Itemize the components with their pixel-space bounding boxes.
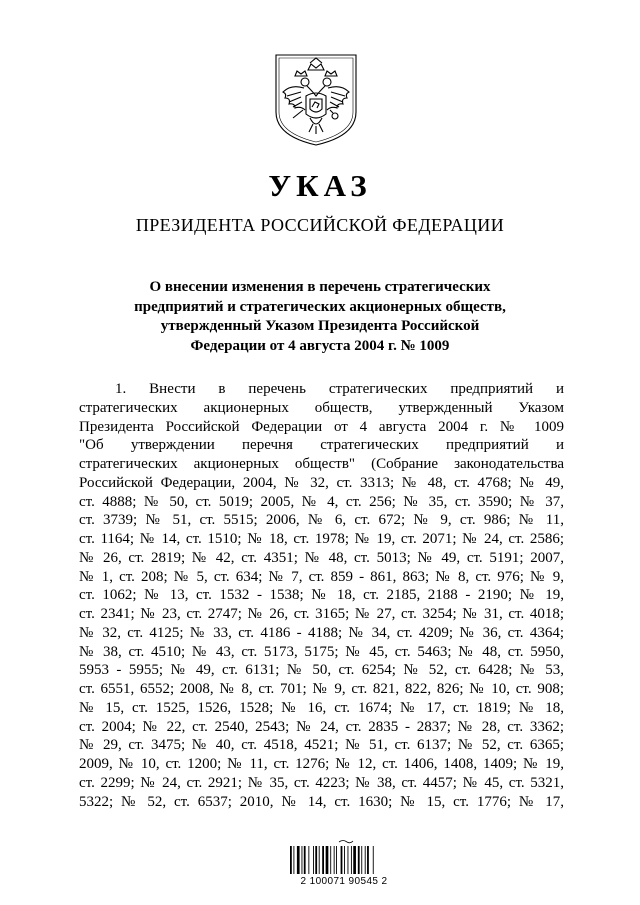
barcode-bar [334,846,335,874]
barcode-bar [361,846,362,874]
body-line: ст. 2004; № 22, ст. 2540, 2543; № 24, ст. 2835 - 2837; № 28, ст. 3362; [79,718,564,735]
barcode-bar [353,846,356,874]
barcode-bar [348,846,349,874]
barcode-bar [326,846,329,874]
body-line: "Об утверждении перечня стратегических предприятий и [79,437,564,454]
barcode-bar [290,846,292,874]
body-line: Президента Российской Федерации от 4 августа 2004 г. № 1009 [79,418,564,435]
barcode-bar [308,846,309,874]
body-line: ст. 1062; № 13, ст. 1532 - 1538; № 18, ст. 2185, 2188 - 2190; № 19, [79,587,564,604]
barcode-bar [322,846,324,874]
body-line: ст. 2299; № 24, ст. 2921; № 35, ст. 4223; № 38, ст. 4457; № 45, ст. 5321, [79,774,564,791]
barcode-bar [313,846,314,874]
barcode-bar [373,846,374,874]
body-line: ст. 6551, 6552; 2008, № 8, ст. 701; № 9, ст. 821, 822, 826; № 10, ст. 908; [79,681,564,697]
body-line: Российской Федерации, 2004, № 32, ст. 3313; № 48, ст. 4768; № 49, [79,474,564,491]
body-line: № 38, ст. 4510; № 43, ст. 5173, 5175; № 45, ст. 5463; № 48, ст. 5950, [79,643,564,660]
body-line: ст. 2341; № 23, ст. 2747; № 26, ст. 3165; № 27, ст. 3254; № 31, ст. 4018; [79,606,564,622]
body-line: стратегических акционерных обществ" (Собрание законодательства [79,456,564,472]
barcode-bar [330,846,331,874]
barcode-bar [365,846,366,874]
body-paragraph [79,380,564,811]
body-line: № 29, ст. 3475; № 40, ст. 4518, 4521; № 51, ст. 6137; № 52, ст. 6365; [79,737,564,754]
body-line: № 32, ст. 4125; № 33, ст. 4186 - 4188; № 34, ст. 4209; № 36, ст. 4364; [79,624,564,641]
barcode-bar [336,846,337,874]
barcode-bar [358,846,360,874]
heading-line: предприятий и стратегических акционерных обществ, [134,298,506,315]
body-line: 1. Внести в перечень стратегических предприятий и [115,381,564,397]
body-line: 2009, № 10, ст. 1200; № 11, ст. 1276; № 12, ст. 1406, 1408, 1409; № 19, [79,756,564,772]
barcode-bar [319,846,320,874]
barcode-bar [344,846,345,874]
barcode-bar [293,846,294,874]
body-line: № 26, ст. 2819; № 42, ст. 4351; № 48, ст. 5013; № 49, ст. 5191; 2007, [79,549,564,566]
heading-line: утвержденный Указом Президента Российской [160,318,480,334]
body-line: № 1, ст. 208; № 5, ст. 634; № 7, ст. 859 - 861, 863; № 8, ст. 976; № 9, [79,568,564,585]
body-line: 5953 - 5955; № 49, ст. 6131; № 50, ст. 6254; № 52, ст. 6428; № 53, [79,662,564,679]
russian-coat-of-arms-icon [273,52,359,148]
barcode-bar [351,846,352,874]
body-line: ст. 4888; № 50, ст. 5019; 2005, № 4, ст. 256; № 35, ст. 3590; № 37, [79,493,564,510]
body-line: ст. 1164; № 14, ст. 1510; № 18, ст. 1978; № 19, ст. 2071; № 24, ст. 2586; [79,531,564,547]
document-heading [80,278,560,356]
barcode-bar [302,846,303,874]
decree-subtitle: ПРЕЗИДЕНТА РОССИЙСКОЙ ФЕДЕРАЦИИ [135,215,505,235]
body-line: № 15, ст. 1525, 1526, 1528; № 16, ст. 1674; № 17, ст. 1819; № 18, [79,699,564,716]
body-line: 5322; № 52, ст. 6537; 2010, № 14, ст. 1630; № 15, ст. 1776; № 17, [79,793,564,810]
decree-title: УКАЗ [268,168,372,203]
barcode-number: 2 100071 90545 2 [300,876,388,887]
barcode-bar [367,846,369,874]
barcode-bar [341,846,343,874]
heading-line: О внесении изменения в перечень стратегических [149,279,491,295]
barcode-bar [297,846,300,874]
body-line: ст. 3739; № 51, ст. 5515; 2006, № 6, ст. 672; № 9, ст. 986; № 11, [79,512,564,529]
body-line: стратегических акционерных обществ, утвержденный Указом [79,399,564,416]
barcode-bar [315,846,317,874]
barcode-bar [304,846,306,874]
heading-line: Федерации от 4 августа 2004 г. № 1009 [190,337,450,354]
